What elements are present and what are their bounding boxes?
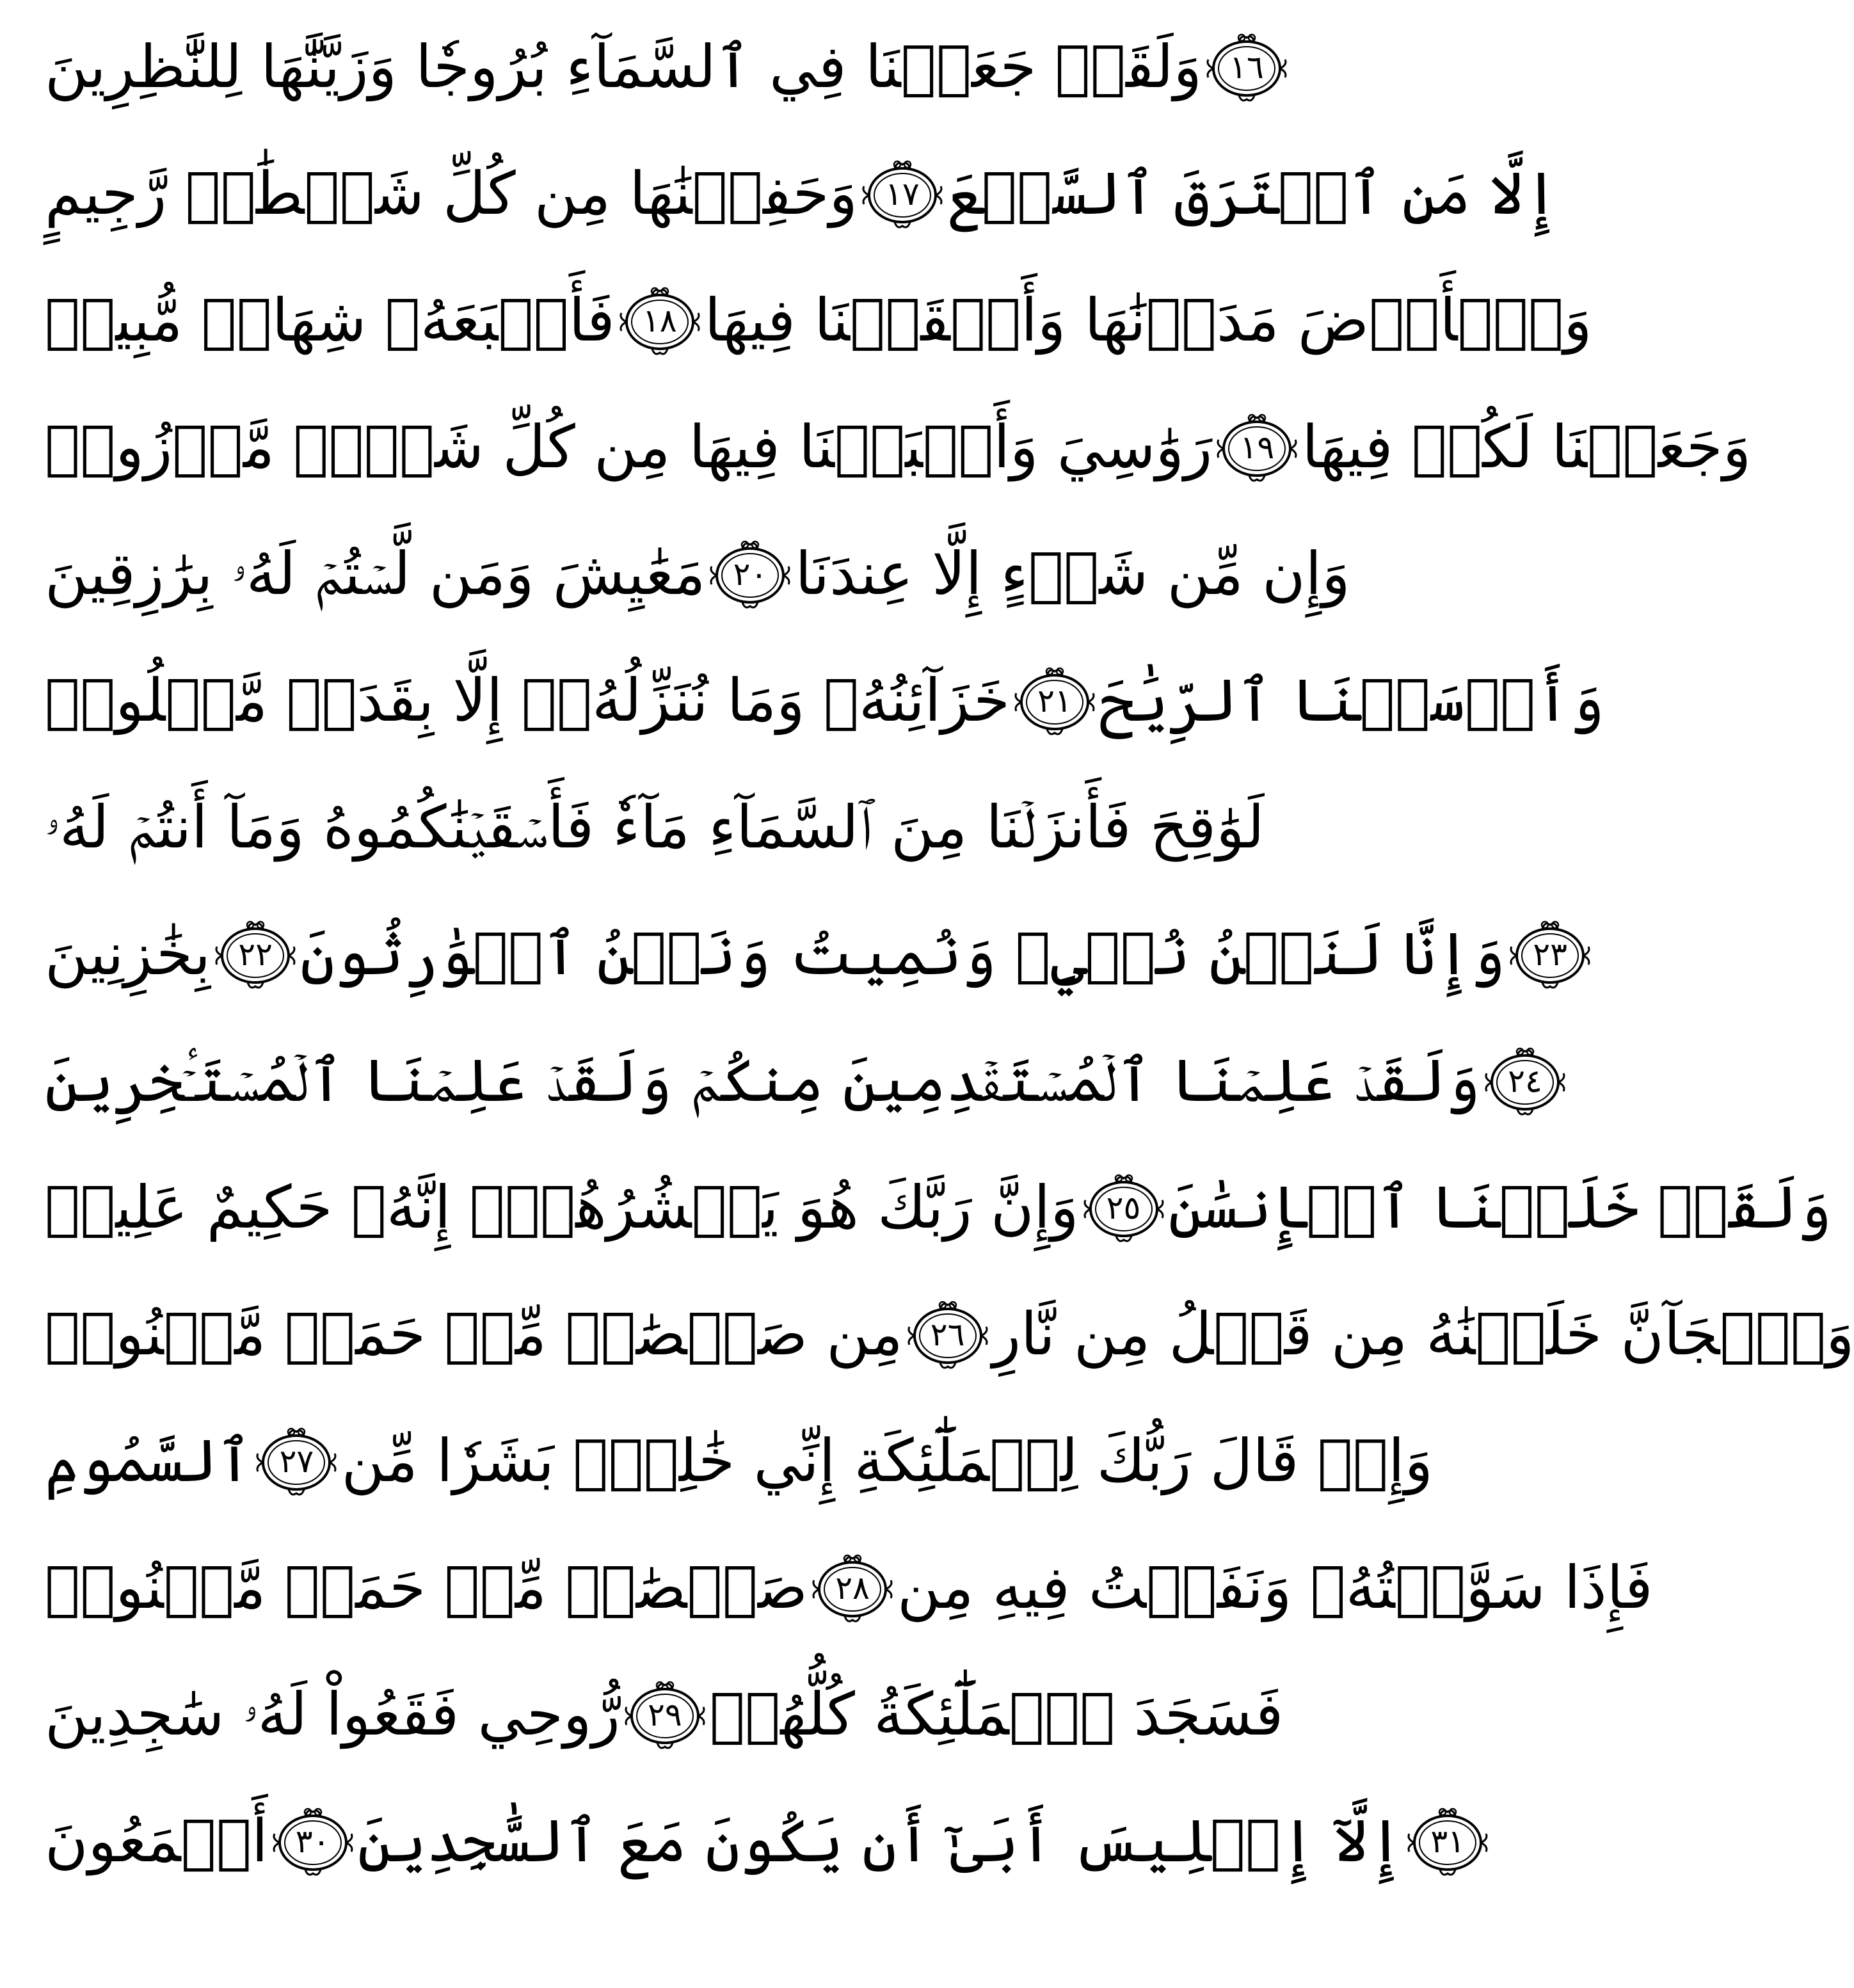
verse-line bbox=[45, 1407, 1434, 1516]
verse-line bbox=[45, 1153, 1832, 1262]
verse-text: وَٱلۡجَآنَّ خَلَقۡنَٰهُ مِن قَبۡلُ مِن نَّارِ bbox=[992, 1300, 1854, 1368]
ayah-number: ٣١ bbox=[1430, 1823, 1466, 1860]
ayah-number: ٢١ bbox=[1037, 682, 1072, 719]
ayah-end-marker bbox=[1212, 409, 1302, 486]
ayah-number: ١٨ bbox=[642, 302, 677, 339]
ayah-number: ١٩ bbox=[1240, 429, 1275, 466]
verse-text: رَوَٰسِيَ وَأَنۢبَتۡنَا فِيهَا مِن كُلِّ شَيۡءٖ مَّوۡزُونٖ bbox=[45, 413, 1213, 481]
verse-text: وَأَرۡسَلۡنَا ٱلرِّيَٰحَ bbox=[1099, 666, 1605, 735]
verse-text: إِلَّا مَنِ ٱسۡتَرَقَ ٱلسَّمۡعَ bbox=[947, 159, 1559, 228]
ayah-end-marker bbox=[620, 1676, 710, 1753]
ayah-end-marker bbox=[808, 1550, 897, 1626]
verse-text: وَحَفِظۡنَٰهَا مِن كُلِّ شَيۡطَٰنٖ رَّجِيمٍ bbox=[45, 159, 858, 228]
verse-line bbox=[45, 266, 1592, 375]
verse-text: وَلَقَدۡ عَلِمۡنَا ٱلۡمُسۡتَقۡدِمِينَ مِنكُمۡ وَلَقَدۡ عَلِمۡنَا ٱلۡمُسۡتَـٔۡخِرِينَ bbox=[45, 1046, 1480, 1115]
verse-text: وَلَقَدۡ خَلَقۡنَا ٱلۡإِنسَٰنَ bbox=[1168, 1173, 1832, 1242]
ayah-number: ٢٧ bbox=[279, 1443, 314, 1480]
verse-text: وَٱلۡأَرۡضَ مَدَدۡنَٰهَا وَأَلۡقَيۡنَا فِيهَا bbox=[704, 286, 1592, 355]
verse-line bbox=[45, 1534, 1653, 1642]
verse-text: إِلَّآ إِبۡلِيسَ أَبَىٰٓ أَن يَكُونَ مَعَ ٱلسَّٰجِدِينَ bbox=[357, 1807, 1403, 1875]
ayah-end-marker bbox=[858, 156, 947, 232]
verse-text: وَجَعَلۡنَا لَكُمۡ فِيهَا bbox=[1302, 413, 1752, 481]
verse-line bbox=[45, 393, 1752, 502]
verse-line bbox=[45, 1660, 1284, 1769]
ayah-end-marker bbox=[903, 1296, 993, 1373]
ayah-number: ٢٥ bbox=[1106, 1189, 1141, 1226]
ayah-end-marker bbox=[1010, 662, 1099, 739]
verse-text: أَجۡمَعُونَ bbox=[45, 1807, 268, 1875]
verse-text: وَإِنَّا لَنَحۡنُ نُحۡيِۦ وَنُمِيتُ وَنَحۡنُ ٱلۡوَٰرِثُونَ bbox=[300, 920, 1506, 988]
verse-line bbox=[45, 140, 1559, 248]
ayah-end-marker bbox=[211, 916, 300, 993]
verse-line bbox=[45, 900, 1567, 1009]
verse-text: خَزَآئِنُهُۥ وَمَا نُنَزِّلُهُۥٓ إِلَّا بِقَدَرٖ مَّعۡلُومٖ bbox=[45, 666, 1010, 735]
verse-text: رُّوحِي فَقَعُواْ لَهُۥ سَٰجِدِينَ bbox=[45, 1680, 620, 1749]
verse-line bbox=[45, 1280, 1854, 1389]
verse-text: وَإِنَّ رَبَّكَ هُوَ يَحۡشُرُهُمۡۚ إِنَّهُۥ حَكِيمٌ عَلِيمٞ bbox=[45, 1173, 1079, 1242]
ayah-end-marker bbox=[1079, 1169, 1169, 1246]
verse-text: بِخَٰزِنِينَ bbox=[45, 920, 211, 988]
verse-text: مِن صَلۡصَٰلٖ مِّنۡ حَمَإٖ مَّسۡنُونٖ bbox=[45, 1300, 903, 1368]
ayah-end-marker bbox=[252, 1423, 341, 1500]
verse-text: فَسَجَدَ ٱلۡمَلَٰٓئِكَةُ كُلُّهُمۡ bbox=[709, 1680, 1284, 1749]
ayah-end-marker bbox=[1480, 1043, 1570, 1119]
ayah-end-marker bbox=[1202, 29, 1291, 106]
verse-text: فَأَتۡبَعَهُۥ شِهَابٞ مُّبِينٞ bbox=[45, 286, 615, 355]
verse-text: وَإِن مِّن شَيۡءٍ إِلَّا عِندَنَا bbox=[795, 540, 1350, 608]
verse-text: ٱلسَّمُومِ bbox=[45, 1427, 252, 1495]
ayah-number: ٢٦ bbox=[930, 1316, 965, 1353]
verse-text: وَلَقَدۡ جَعَلۡنَا فِي ٱلسَّمَآءِ بُرُوجٗا وَزَيَّنَّٰهَا لِلنَّٰظِرِينَ bbox=[45, 33, 1202, 101]
ayah-number: ٣٠ bbox=[295, 1823, 330, 1860]
ayah-number: ٢٤ bbox=[1508, 1062, 1542, 1100]
verse-text: فَإِذَا سَوَّيۡتُهُۥ وَنَفَخۡتُ فِيهِ مِن bbox=[897, 1553, 1653, 1622]
ayah-number: ١٦ bbox=[1229, 49, 1264, 86]
ayah-number: ٢٢ bbox=[238, 936, 273, 973]
verse-text: صَلۡصَٰلٖ مِّنۡ حَمَإٖ مَّسۡنُونٖ bbox=[45, 1553, 808, 1622]
verse-line bbox=[45, 1027, 1542, 1135]
verse-text: وَإِذۡ قَالَ رَبُّكَ لِلۡمَلَٰٓئِكَةِ إِنِّي خَٰلِقُۢ بَشَرٗا مِّن bbox=[341, 1427, 1434, 1495]
ayah-number: ٢٠ bbox=[733, 556, 768, 593]
ayah-number: ١٧ bbox=[885, 175, 920, 212]
verse-line bbox=[45, 773, 1265, 882]
ayah-end-marker bbox=[615, 282, 705, 359]
verse-line bbox=[45, 646, 1605, 755]
verse-text: مَعَٰيِشَ وَمَن لَّسۡتُمۡ لَهُۥ بِرَٰزِقِينَ bbox=[45, 540, 706, 608]
ayah-number: ٢٩ bbox=[648, 1696, 682, 1733]
ayah-number: ٢٣ bbox=[1533, 936, 1567, 973]
verse-line bbox=[45, 1787, 1466, 1896]
ayah-end-marker bbox=[268, 1803, 358, 1880]
ayah-end-marker bbox=[1403, 1803, 1492, 1880]
verse-text: لَوَٰقِحَ فَأَنزَلۡنَا مِنَ ٱلسَّمَآءِ مَآءٗ فَأَسۡقَيۡنَٰكُمُوهُ وَمَآ أَنتُمۡ لَهُۥ bbox=[45, 793, 1265, 862]
ayah-end-marker bbox=[705, 536, 795, 613]
verse-line bbox=[45, 520, 1350, 629]
ayah-number: ٢٨ bbox=[835, 1569, 870, 1607]
verse-line bbox=[45, 13, 1264, 122]
ayah-end-marker bbox=[1505, 916, 1595, 993]
